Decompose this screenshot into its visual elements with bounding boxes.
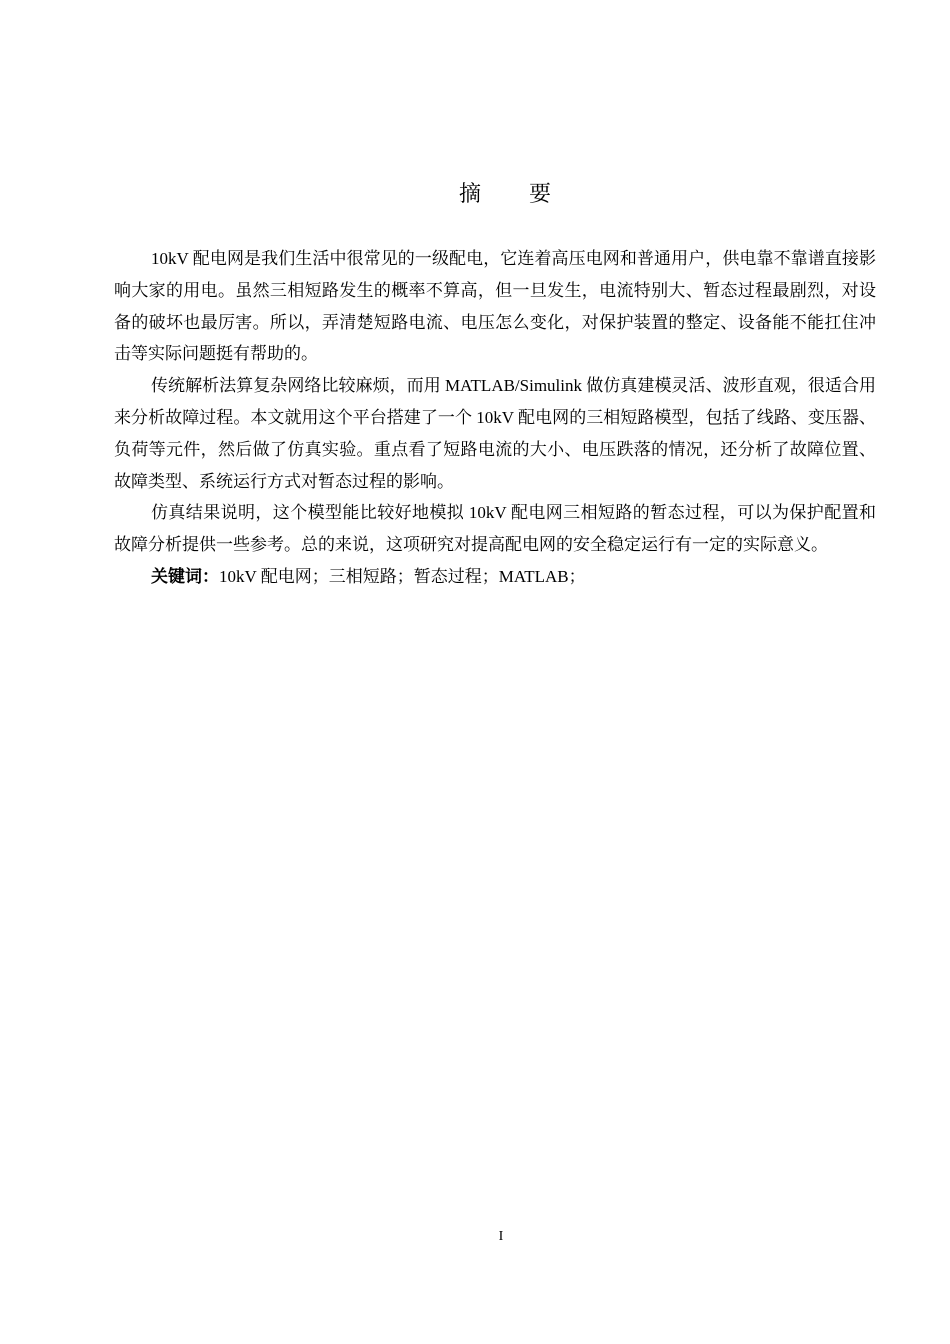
keywords-label: 关键词： <box>151 566 219 586</box>
keywords-line <box>114 561 876 593</box>
title-char-2: 要 <box>529 181 552 206</box>
page-title <box>0 178 950 210</box>
title-char-1: 摘 <box>458 181 481 206</box>
page-number: I <box>498 1229 504 1244</box>
abstract-paragraph-2: 传统解析法算复杂网络比较麻烦，而用 MATLAB/Simulink 做仿真建模灵活、波形直观，很适合用来分析故障过程。本文就用这个平台搭建了一个 10kV 配电网的三相短路模型，包括了线路、变压器、负荷等元件，然后做了仿真实验。重点看了短路电流的大小、电压跌落的情况，还分析了故障位置、故障类型、系统运行方式对暂态过程的影响。 <box>114 376 876 491</box>
abstract-body <box>114 243 876 593</box>
abstract-paragraph-1: 10kV 配电网是我们生活中很常见的一级配电，它连着高压电网和普通用户，供电靠不靠谱直接影响大家的用电。虽然三相短路发生的概率不算高，但一旦发生，电流特别大、暂态过程最剧烈，对设备的破坏也最厉害。所以，弄清楚短路电流、电压怎么变化，对保护装置的整定、设备能不能扛住冲击等实际问题挺有帮助的。 <box>114 249 876 364</box>
abstract-paragraph-3: 仿真结果说明，这个模型能比较好地模拟 10kV 配电网三相短路的暂态过程，可以为保护配置和故障分析提供一些参考。总的来说，这项研究对提高配电网的安全稳定运行有一定的实际意义。 <box>114 503 876 555</box>
keywords-text: 10kV 配电网；三相短路；暂态过程；MATLAB； <box>219 566 586 586</box>
